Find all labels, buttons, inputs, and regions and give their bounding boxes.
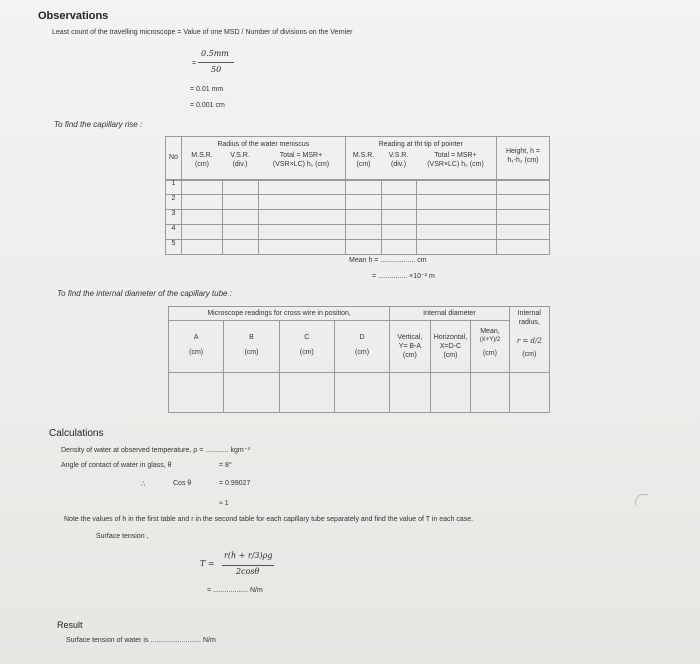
pointer-group-title: Reading at tht tip of pointer [378, 141, 463, 148]
rise-cell[interactable] [345, 225, 382, 240]
table-row [166, 225, 550, 240]
row-number: 4 [166, 225, 182, 240]
internal-radius-header: Internal radius, r = d/2 (cm) [509, 307, 549, 373]
rise-cell[interactable] [382, 240, 417, 255]
contact-angle-label: Angle of contact of water in glass, θ [61, 462, 172, 469]
col-c-header: C (cm) [279, 321, 334, 373]
rise-cell[interactable] [417, 225, 497, 240]
rise-cell[interactable] [181, 195, 222, 210]
rise-cell[interactable] [382, 180, 417, 195]
col-d-header: D (cm) [334, 321, 389, 373]
diam-cell[interactable] [279, 373, 334, 413]
rise-cell[interactable] [259, 210, 345, 225]
internal-diameter-table [168, 306, 550, 413]
fraction-denominator: 50 [211, 65, 222, 74]
height-header: Height, h = h₁-h₂ (cm) [497, 137, 550, 181]
msr1-header: M.S.R. (cm) [191, 152, 213, 168]
note-line: Note the values of h in the first table and r in the second table for each capillary tube separately and find the value of T in each case. [64, 516, 474, 523]
diam-cell[interactable] [430, 373, 471, 413]
mean-header: Mean, (X+Y)/2 (cm) [471, 321, 509, 373]
rise-cell[interactable] [259, 180, 345, 195]
observations-heading: Observations [38, 10, 109, 22]
rise-cell[interactable] [382, 195, 417, 210]
rise-cell[interactable] [222, 225, 259, 240]
rise-cell[interactable] [181, 225, 222, 240]
result-heading: Result [57, 620, 83, 630]
rise-cell[interactable] [497, 225, 550, 240]
internal-diameter-group-header: Internal diameter [390, 307, 509, 321]
table-row [166, 195, 550, 210]
rise-cell[interactable] [417, 195, 497, 210]
cos-value: = 0.99027 [219, 480, 251, 487]
rise-cell[interactable] [417, 210, 497, 225]
least-count-definition: Least count of the travelling microscope = Value of one MSD / Number of divisions on the Vernier [52, 29, 353, 36]
rise-cell[interactable] [497, 240, 550, 255]
diam-cell[interactable] [509, 373, 549, 413]
total1-header: Total = MSR+ (VSR×LC) h₁ (cm) [272, 152, 330, 168]
formula-denominator: 2cosθ [236, 567, 260, 576]
mean-h-line: Mean h = .................. cm [349, 257, 427, 264]
diam-cell[interactable] [390, 373, 430, 413]
rise-cell[interactable] [417, 240, 497, 255]
rise-cell[interactable] [222, 210, 259, 225]
rise-cell[interactable] [222, 240, 259, 255]
diam-cell[interactable] [471, 373, 509, 413]
mean-h-metres: = ............... ×10⁻² m [372, 273, 435, 280]
rise-cell[interactable] [222, 180, 259, 195]
rise-cell[interactable] [345, 195, 382, 210]
rise-cell[interactable] [181, 240, 222, 255]
row-number: 2 [166, 195, 182, 210]
table-row [166, 210, 550, 225]
rise-cell[interactable] [259, 240, 345, 255]
row-number: 3 [166, 210, 182, 225]
table-row [166, 240, 550, 255]
vsr2-header: V.S.R. (div.) [388, 152, 409, 168]
rise-cell[interactable] [497, 210, 550, 225]
diam-cell[interactable] [169, 373, 224, 413]
result-line: Surface tension of water is .......................... N/m [66, 637, 216, 644]
msr2-header: M.S.R. (cm) [352, 152, 375, 168]
cross-wire-group-header: Microscope readings for cross wire in position, [169, 307, 390, 321]
total2-header: Total = MSR+ (VSR×LC) h₂ (cm) [427, 152, 484, 168]
pencil-mark [635, 494, 648, 505]
approx-one: ≈ 1 [219, 500, 229, 507]
col-no-header: No [166, 137, 182, 181]
rise-cell[interactable] [417, 180, 497, 195]
table-row [166, 180, 550, 195]
density-line: Density of water at observed temperature, ρ = ............ kgm⁻³ [61, 447, 250, 454]
rise-cell[interactable] [181, 180, 222, 195]
col-a-header: A (cm) [169, 321, 224, 373]
rise-cell[interactable] [222, 195, 259, 210]
radius-group-title: Radius of the water meniscus [217, 141, 310, 148]
least-count-equals: = [192, 60, 197, 67]
rise-cell[interactable] [497, 180, 550, 195]
row-number: 5 [166, 240, 182, 255]
rise-cell[interactable] [497, 195, 550, 210]
capillary-rise-rows [165, 179, 550, 255]
rise-cell[interactable] [345, 180, 382, 195]
horizontal-header: Horizontal, X=D-C (cm) [430, 321, 471, 373]
surface-tension-label: Surface tension , [96, 533, 149, 540]
capillary-rise-table [165, 136, 550, 181]
formula-bar [222, 565, 274, 566]
vertical-header: Vertical, Y= B-A (cm) [390, 321, 430, 373]
fraction-numerator: 0.5mm [201, 49, 229, 58]
rise-cell[interactable] [259, 195, 345, 210]
col-b-header: B (cm) [224, 321, 279, 373]
rise-cell[interactable] [382, 225, 417, 240]
vsr1-header: V.S.R. (div.) [230, 152, 250, 168]
least-count-mm: = 0.01 mm [190, 86, 224, 93]
rise-cell[interactable] [345, 240, 382, 255]
contact-angle-value: = 8° [219, 462, 232, 469]
capillary-rise-label: To find the capillary rise : [54, 120, 143, 129]
row-number: 1 [166, 180, 182, 195]
calculations-heading: Calculations [49, 428, 104, 439]
internal-diameter-label: To find the internal diameter of the capillary tube : [57, 289, 232, 298]
rise-cell[interactable] [382, 210, 417, 225]
least-count-cm: = 0.001 cm [190, 102, 225, 109]
therefore-symbol: ∴ [141, 481, 146, 488]
surface-tension-result-line: = .................. N/m [207, 587, 263, 594]
rise-cell[interactable] [259, 225, 345, 240]
formula-T: T = [200, 559, 215, 568]
fraction-bar [198, 62, 234, 63]
radius-group-header [182, 137, 346, 181]
cos-label: Cos θ [173, 480, 192, 487]
rise-cell[interactable] [181, 210, 222, 225]
rise-cell[interactable] [345, 210, 382, 225]
diam-cell[interactable] [224, 373, 279, 413]
formula-numerator: r(h + r/3)ρg [224, 551, 273, 560]
pointer-group-header [345, 137, 496, 181]
diam-cell[interactable] [334, 373, 389, 413]
